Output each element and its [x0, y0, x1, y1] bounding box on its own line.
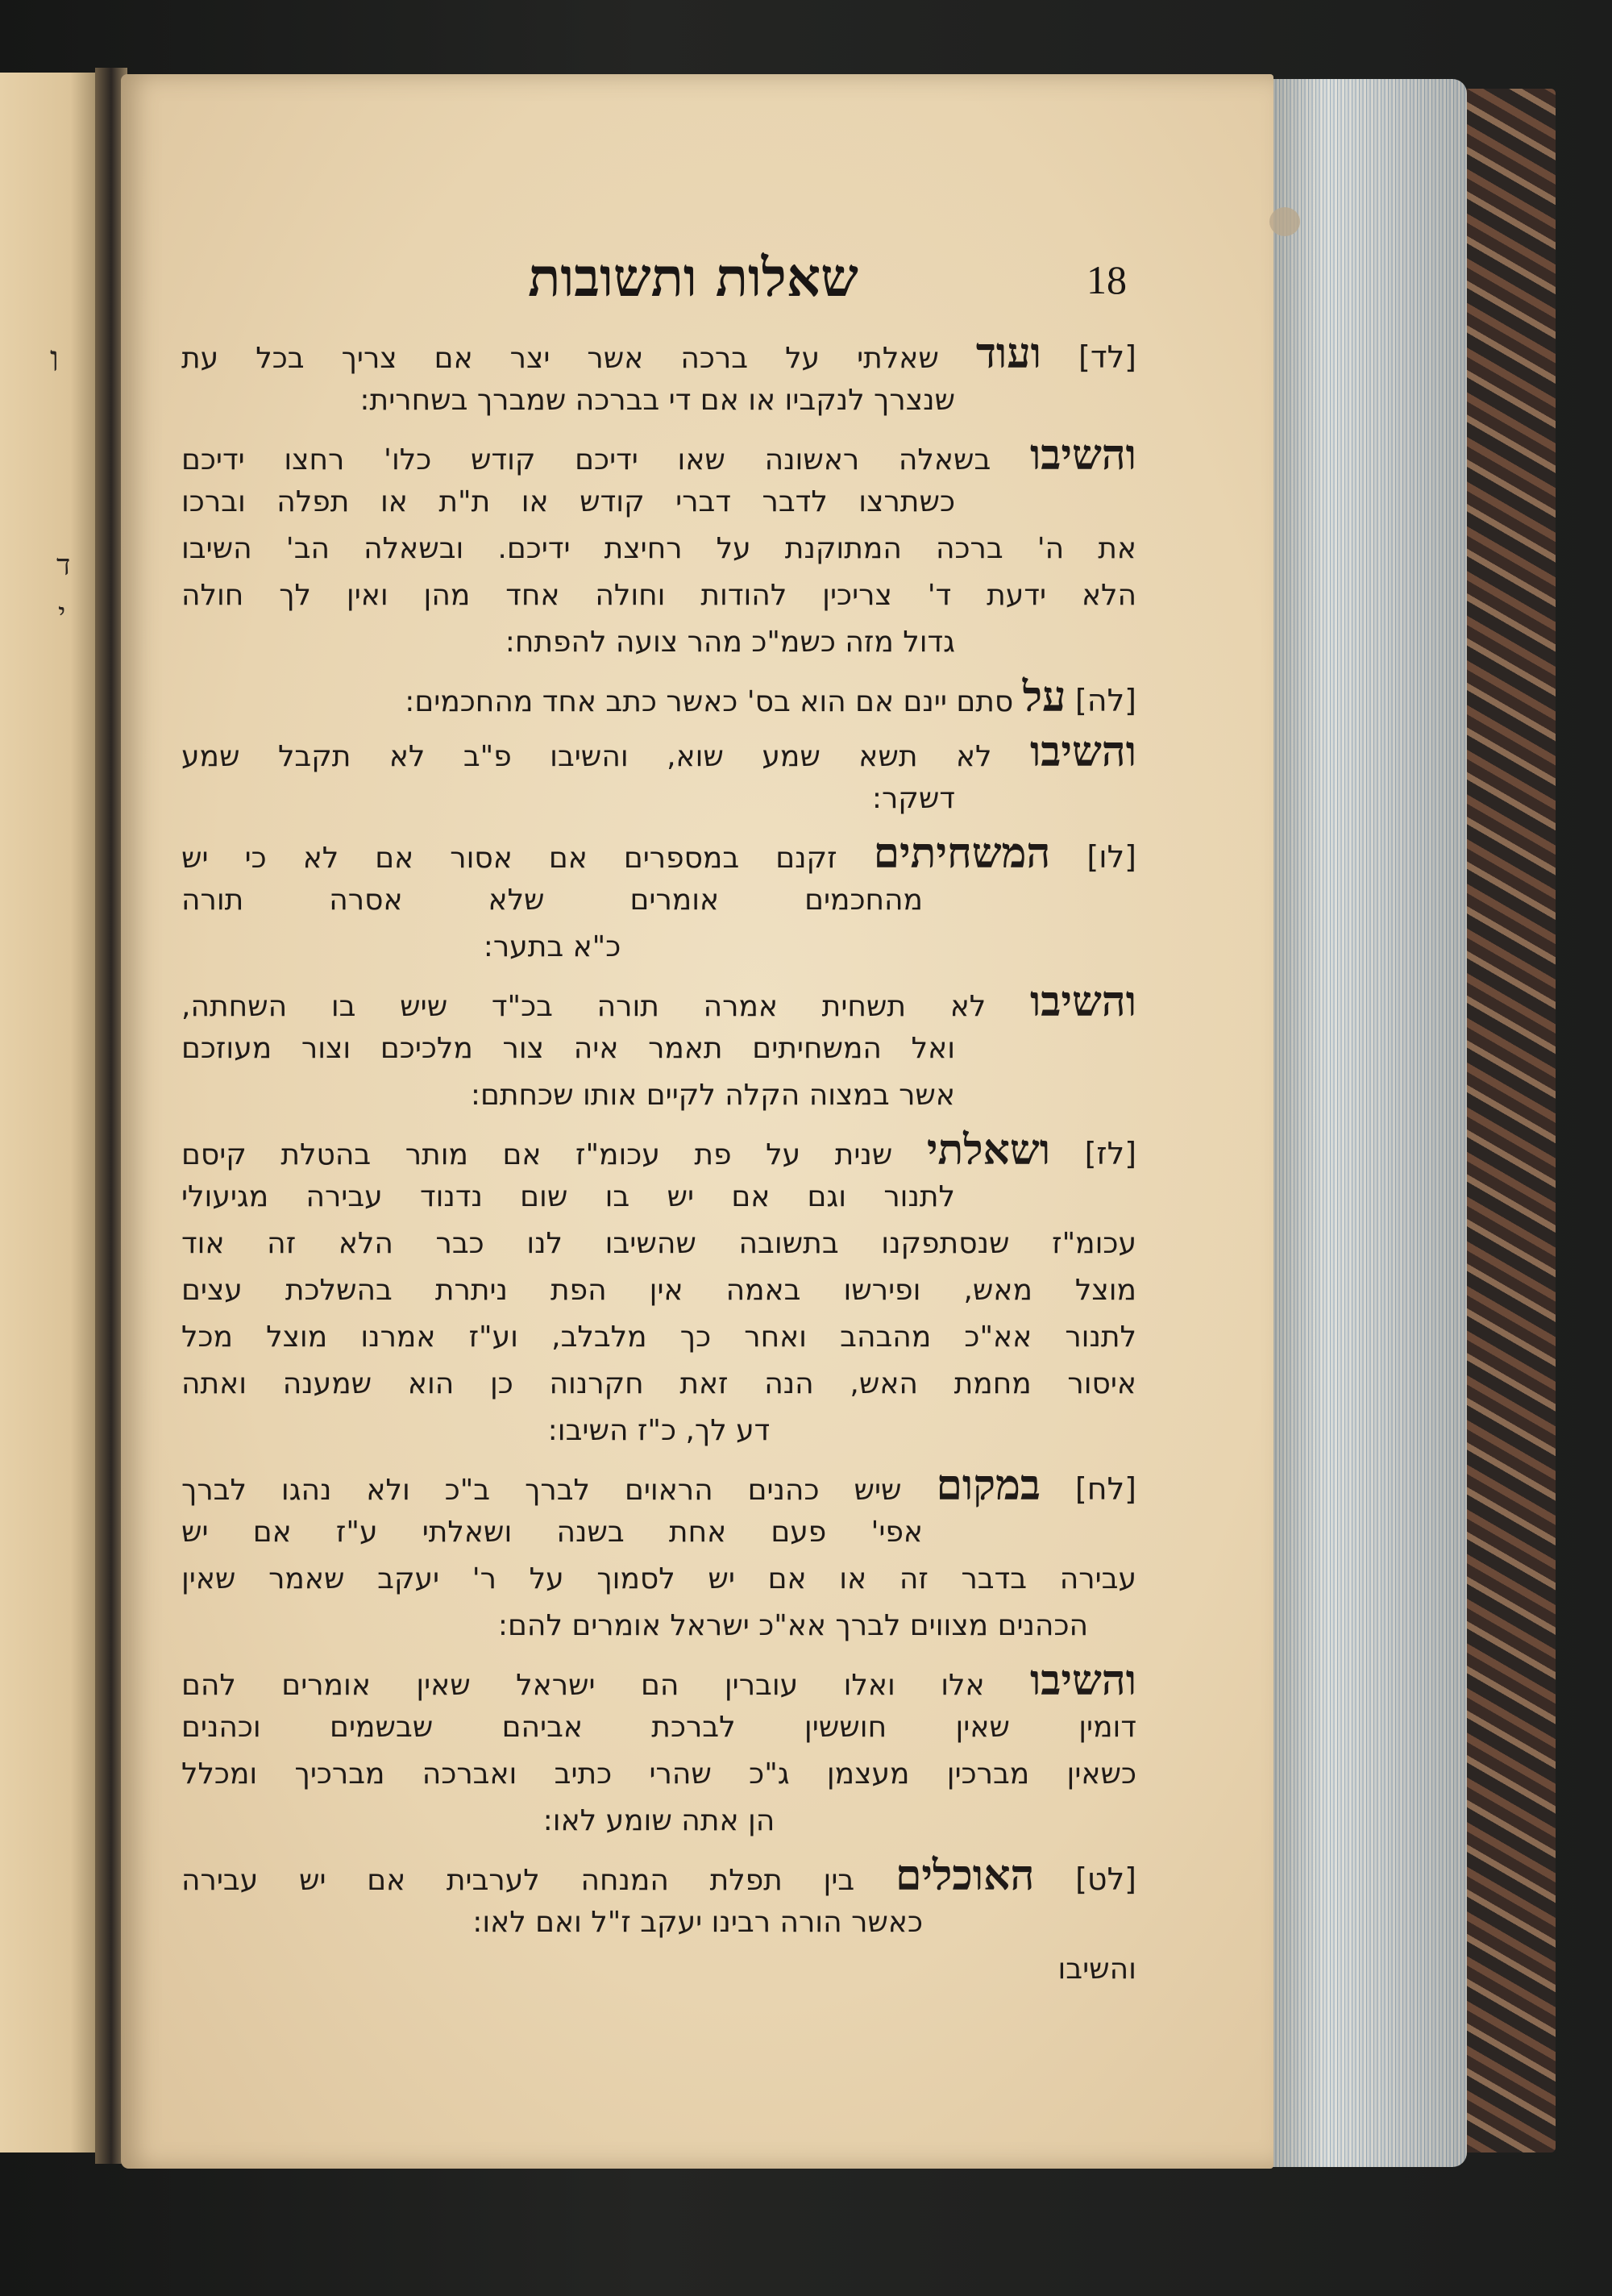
text-line [181, 877, 1136, 924]
text-line [181, 729, 1136, 776]
text-line [181, 377, 1136, 424]
text-line [181, 1127, 1136, 1174]
page-edges [1265, 79, 1467, 2167]
line-text: עכומ"ז שנסתפקנו בתשובה שהשיבו לנו כבר הלא זה אוד [181, 1227, 1136, 1260]
entry-number: [לח] [1074, 1471, 1136, 1507]
entry-keyword: והשיבו [1029, 1658, 1136, 1704]
line-text: הלא ידעת ד' צריכין להודות וחולה אחד מהן ואין לך חולה [181, 579, 1136, 612]
text-line [181, 479, 1136, 526]
line-text: לתנור אא"כ מהבהב ואחר כך מלבלב, וע"ז אמרנו מוצל מכל [181, 1321, 1136, 1354]
left-page-fragment: ו [50, 339, 60, 380]
line-text: שנית על פת עכומ"ז אם מותר בהטלת קיסם [181, 1138, 893, 1171]
line-text: כאשר הורה רבינו יעקב ז"ל ואם לאו: [472, 1906, 923, 1939]
line-text: שנצרך לנקביו או אם די בברכה שמברך בשחרית: [359, 384, 955, 417]
running-head-title: שאלות ותשובות [528, 246, 858, 309]
line-text: זקנם במספרים אם אסור אם לא כי יש [181, 842, 837, 875]
line-text: סתם יינם אם הוא בס' כאשר כתב אחד מהחכמים: [405, 685, 1014, 718]
entry-keyword: והשיבו [1029, 979, 1136, 1025]
text-line [181, 1408, 1136, 1454]
text-line [181, 924, 1136, 971]
line-text: כשתרצו לדבר דברי קודש או ת"ת או תפלה וברכו [181, 485, 955, 518]
catchword-text: והשיבו [1057, 1953, 1136, 1986]
text-line [181, 1221, 1136, 1267]
text-line [181, 1798, 1136, 1845]
entry-keyword: והשיבו [1029, 729, 1136, 776]
text-line [181, 1361, 1136, 1408]
text-line [181, 432, 1136, 479]
text-line [181, 1267, 1136, 1314]
text-line [181, 1509, 1136, 1556]
entry-keyword: על [1022, 674, 1066, 721]
line-text: אשר במצוה הקלה לקיים אותו שכחתם: [470, 1079, 955, 1112]
text-line [181, 1658, 1136, 1704]
line-text: מהחכמים אומרים שלא אסרה תורה [181, 884, 923, 917]
text-line [181, 1314, 1136, 1361]
entry-keyword: והשיבו [1029, 432, 1136, 479]
line-text: בין תפלת המנחה לערבית אם יש עבירה [181, 1864, 855, 1897]
line-text: אלו ואלו עוברין הם ישראל שאין אומרים להם [181, 1669, 985, 1702]
left-page-edge [0, 73, 101, 2152]
line-text: לתנור וגם אם יש בו שום נדנוד עבירה מגיעולי [181, 1180, 955, 1213]
entry-number: [לה] [1074, 683, 1136, 718]
entry-keyword: המשחיתים [873, 830, 1051, 877]
text-line [181, 674, 1136, 721]
text-line [181, 1556, 1136, 1603]
text-line [181, 331, 1136, 377]
paper-stain [1269, 207, 1300, 236]
text-line [181, 572, 1136, 619]
text-line [181, 830, 1136, 877]
line-text: איסור מחמת האש, הנה זאת חקרנוה כן הוא שמענה ואתה [181, 1367, 1136, 1400]
text-line [181, 1072, 1136, 1119]
line-text: ואל המשחיתים תאמר איה צור מלכיכם וצור מעוזכם [181, 1032, 955, 1065]
line-text: כ"א בתער: [483, 930, 621, 963]
line-text: הכהנים מצווים לברך אא"כ ישראל אומרים להם: [497, 1609, 1088, 1642]
text-line [181, 1853, 1136, 1899]
text-line [181, 1751, 1136, 1798]
entry-number: [לז] [1084, 1136, 1136, 1171]
text-line [181, 1025, 1136, 1072]
line-text: הן אתה שומע לאו: [542, 1804, 775, 1837]
line-text: כשאין מברכין מעצמן ג"כ שהרי כתיב ואברכה מברכיך ומכלל [181, 1757, 1136, 1791]
line-text: בשאלה ראשונה שאו ידיכם קודש כלו' רחצו ידיכם [181, 443, 991, 476]
text-line [181, 776, 1136, 822]
page-number: 18 [1086, 257, 1127, 302]
entry-keyword: האוכלים [895, 1853, 1035, 1899]
line-text: שיש כהנים הראוים לברך ב"כ ולא נהגו לברך [181, 1474, 902, 1507]
left-page-fragment: י [58, 597, 66, 630]
text-line [181, 1899, 1136, 1946]
page-text [181, 331, 1136, 1993]
text-line [181, 1704, 1136, 1751]
text-line [181, 526, 1136, 572]
line-text: לא תשא שמע שוא, והשיבו פ"ב לא תקבל שמע [181, 740, 992, 773]
text-line [181, 619, 1136, 666]
left-page-fragment: ד [56, 549, 71, 582]
entry-number: [לט] [1075, 1861, 1136, 1897]
text-line [181, 1462, 1136, 1509]
line-text: דומין שאין חוששין לברכת אביהם שבשמים וכהנים [181, 1711, 1136, 1744]
entry-number: [לו] [1086, 839, 1136, 875]
line-text: אפי' פעם אחת בשנה ושאלתי ע"ז אם יש [181, 1516, 923, 1549]
line-text: דשקר: [871, 782, 955, 815]
line-text: דע לך, כ"ז השיבו: [547, 1414, 771, 1447]
line-text: מוצל מאש, ופירשו באמה אין הפת ניתרת בהשלכת עצים [181, 1274, 1136, 1307]
line-text: עבירה בדבר זה או אם יש לסמוך על ר' יעקב שאמר שאין [181, 1562, 1136, 1595]
line-text: לא תשחית אמרה תורה בכ"ד שיש בו השחתה, [181, 990, 987, 1023]
line-text: גדול מזה כשמ"כ מהר צועה להפתח: [505, 626, 955, 659]
text-line [181, 1174, 1136, 1221]
marbled-cover-edge [1459, 89, 1556, 2152]
entry-keyword: ועוד [975, 331, 1041, 377]
line-text: את ה' ברכה המתוקנת על רחיצת ידיכם. ובשאלה הב' השיבו [181, 532, 1136, 565]
line-text: שאלתי על ברכה אשר יצר אם צריך בכל עת [181, 342, 939, 375]
text-line [181, 979, 1136, 1025]
entry-keyword: ושאלתי [926, 1127, 1051, 1174]
entry-keyword: במקום [936, 1462, 1041, 1509]
text-line [181, 1603, 1136, 1649]
entry-number: [לד] [1078, 339, 1136, 375]
catchword [181, 1946, 1136, 1993]
